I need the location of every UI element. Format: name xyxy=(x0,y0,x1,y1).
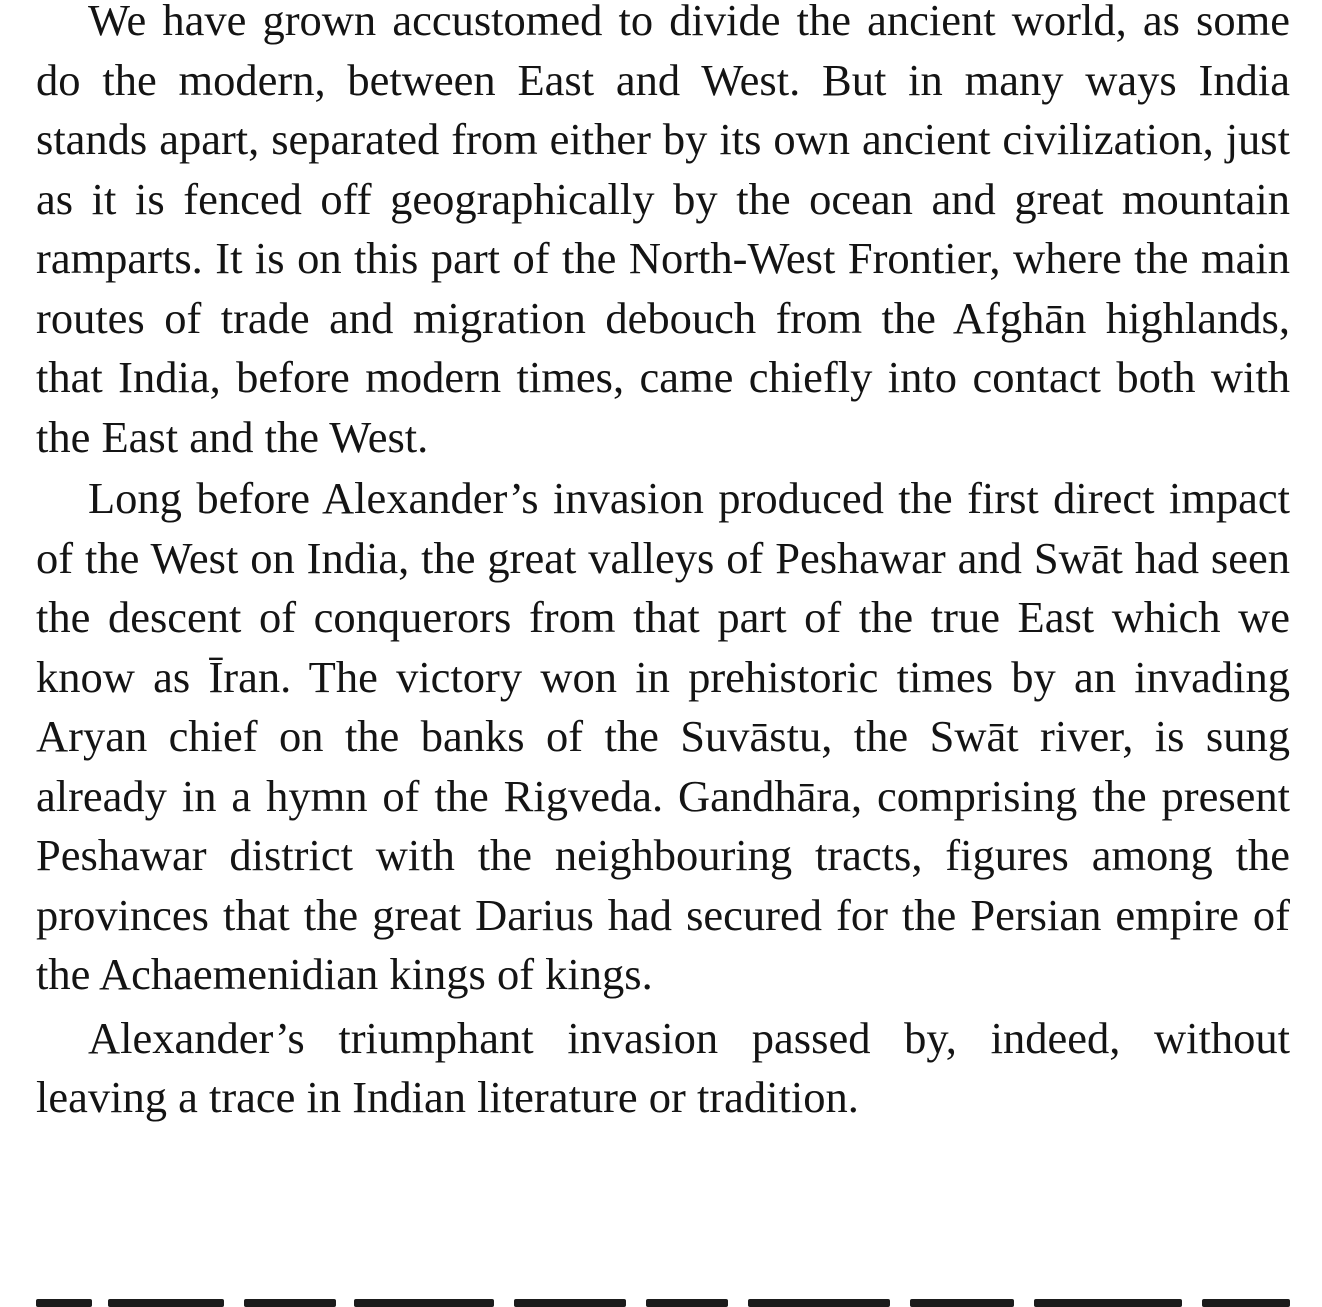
cropped-next-line-fragment xyxy=(36,1295,1290,1307)
paragraph-alexander-invasion: Alexander’s triumphant invasion passed by, indeed, without leaving a trace in Indian literature or tradition. xyxy=(36,1012,1290,1122)
paragraph-east-west: We have grown accustomed to divide the ancient world, as some do the modern, between East and West. But in many ways India stands apart, separated from either by its own ancient civilization, just as it is fenced off geographically by the ocean and great mountain ramparts. It is on this part of the North-West Frontier, where the main routes of trade and migration debouch from the Afghān highlands, that India, before modern times, came chiefly into contact both with the East and the West. xyxy=(36,0,1290,462)
paragraph-alexander-iran: Long before Alexander’s invasion produced the first direct impact of the West on India, the great valleys of Peshawar and Swāt had seen the descent of conquerors from that part of the true East which we know as Īran. The victory won in prehistoric times by an invading Aryan chief on the banks of the Suvāstu, the Swāt river, is sung already in a hymn of the Rigveda. Gandhāra, comprising the present Peshawar district with the neighbouring tracts, figures among the provinces that the great Darius had secured for the Persian empire of the Achaemenidian kings of kings. xyxy=(36,473,1290,999)
document-page xyxy=(36,0,1290,1307)
